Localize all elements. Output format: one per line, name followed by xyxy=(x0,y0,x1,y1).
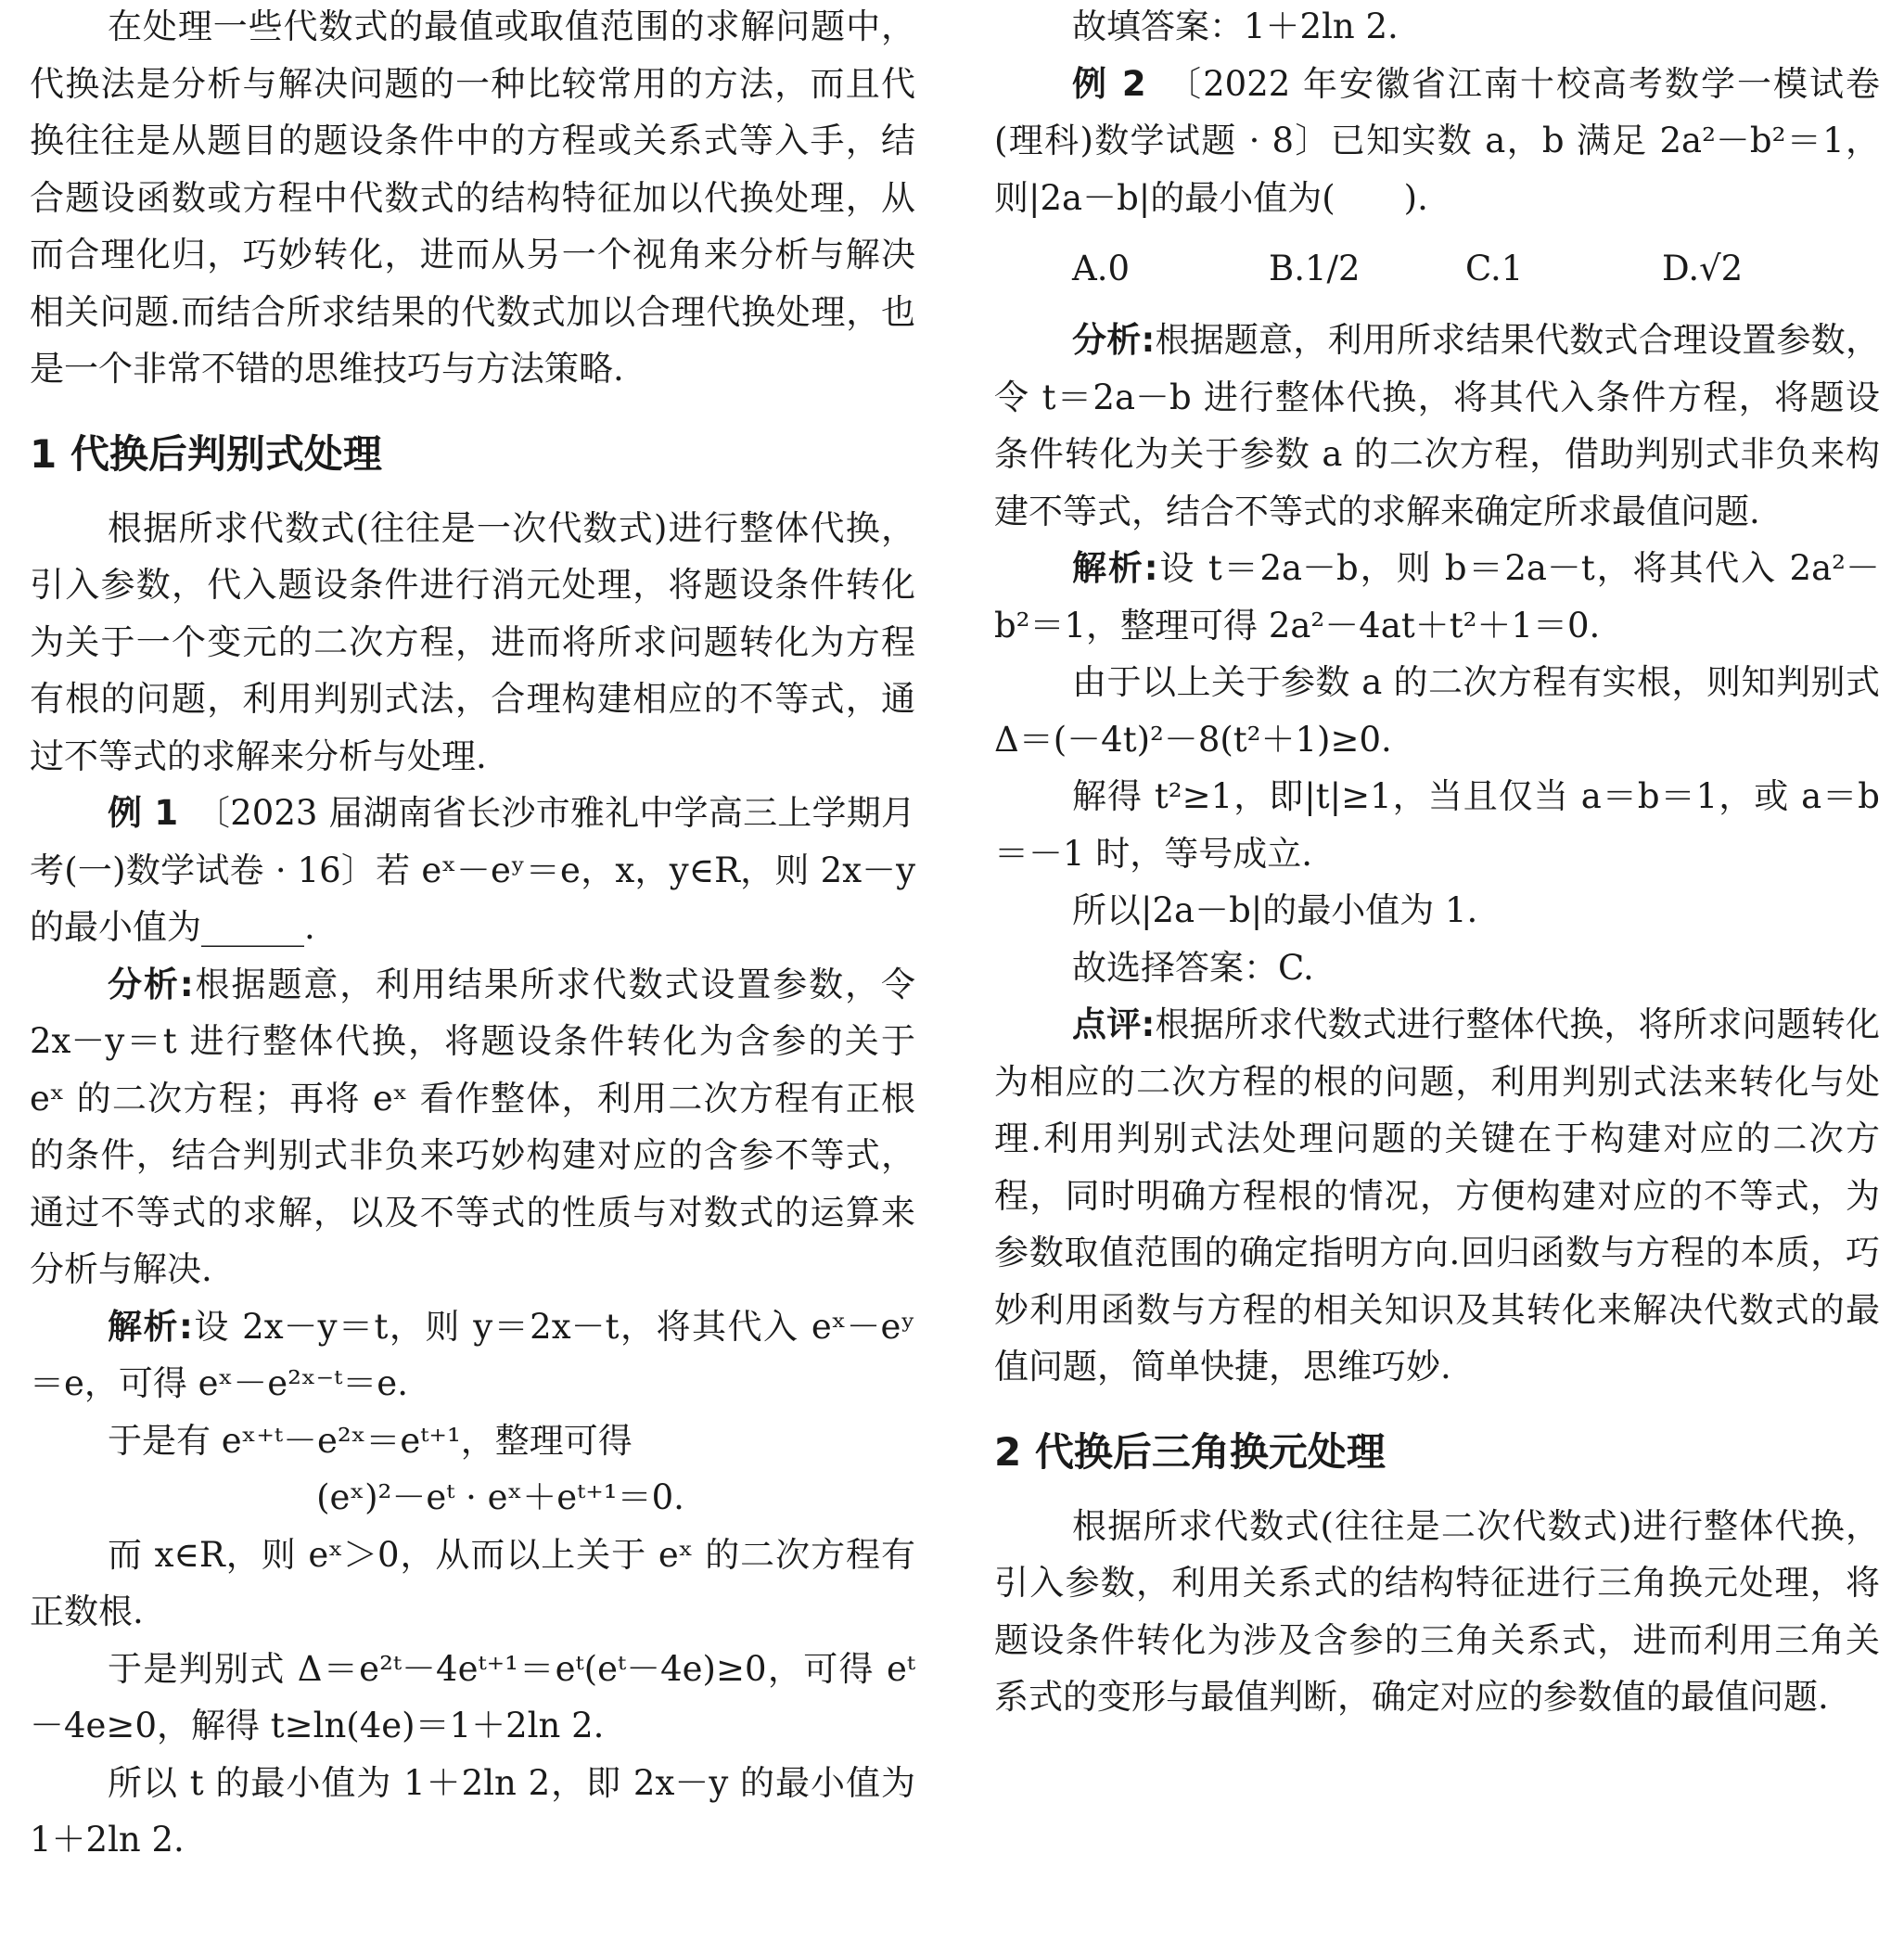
solution-2 xyxy=(994,540,1880,654)
analysis-2-label: 分析: xyxy=(1072,320,1156,360)
section-1-body: 根据所求代数式(往往是一次代数式)进行整体代换，引入参数，代入题设条件进行消元处理，将题设条件转化为关于一个变元的二次方程，进而将所求问题转化为方程有根的问题，利用判别式法，合理构建相应的不等式，通过不等式的求解来分析与处理. xyxy=(30,507,915,776)
solution-2-step-3: 所以|2a－b|的最小值为 1. xyxy=(1072,890,1478,930)
analysis-1 xyxy=(30,956,915,1298)
example-2 xyxy=(994,56,1880,227)
comment-label: 点评: xyxy=(1072,1004,1156,1044)
solution-1-label: 解析: xyxy=(108,1306,193,1347)
analysis-1-label: 分析: xyxy=(108,964,194,1004)
example-1 xyxy=(30,785,915,956)
solution-1-step-3: 于是判别式 Δ＝e²ᵗ－4eᵗ⁺¹＝eᵗ(eᵗ－4e)≥0，可得 eᵗ－4e≥0，解得 t≥ln(4e)＝1＋2ln 2. xyxy=(30,1648,915,1745)
comment-text: 根据所求代数式进行整体代换，将所求问题转化为相应的二次方程的根的问题，利用判别式法来转化与处理.利用判别式法处理问题的关键在于构建对应的二次方程，同时明确方程根的情况，方便构建对应的不等式，为参数取值范围的确定指明方向.回归函数与方程的本质，巧妙利用函数与方程的相关知识及其转化来解决代数式的最值问题，简单快捷，思维巧妙. xyxy=(994,1004,1880,1387)
option-b: B.1/2 xyxy=(1269,249,1361,289)
option-c: C.1 xyxy=(1465,249,1524,289)
example-2-label: 例 2 xyxy=(1072,63,1146,104)
section-1-title: 1 代换后判别式处理 xyxy=(30,430,382,477)
option-a: A.0 xyxy=(1072,249,1131,289)
answer-1: 故填答案：1＋2ln 2. xyxy=(1072,6,1399,46)
solution-1-step-2: 而 x∈R，则 eˣ＞0，从而以上关于 eˣ 的二次方程有正数根. xyxy=(30,1534,915,1631)
right-column xyxy=(994,0,1880,1726)
solution-1 xyxy=(30,1298,915,1413)
example-1-text: 〔2023 届湖南省长沙市雅礼中学高三上学期月考(一)数学试卷 · 16〕若 eˣ－eʸ＝e，x，y∈R，则 2x－y 的最小值为______. xyxy=(30,793,915,947)
example-2-text: 〔2022 年安徽省江南十校高考数学一模试卷(理科)数学试题 · 8〕已知实数 a，b 满足 2a²－b²＝1，则|2a－b|的最小值为( ). xyxy=(994,63,1880,218)
solution-2-label: 解析: xyxy=(1072,548,1158,588)
analysis-2 xyxy=(994,312,1880,540)
section-2-title: 2 代换后三角换元处理 xyxy=(994,1428,1386,1475)
solution-2-text: 设 t＝2a－b，则 b＝2a－t，将其代入 2a²－b²＝1，整理可得 2a²－4at＋t²＋1＝0. xyxy=(994,548,1880,646)
answer-2: 故选择答案：C. xyxy=(1072,947,1314,988)
analysis-2-text: 根据题意，利用所求结果代数式合理设置参数，令 t＝2a－b 进行整体代换，将其代入条件方程，将题设条件转化为关于参数 a 的二次方程，借助判别式非负来构建不等式，结合不等式的求解来确定所求最值问题. xyxy=(994,320,1880,531)
solution-2-step-1: 由于以上关于参数 a 的二次方程有实根，则知判别式 Δ＝(－4t)²－8(t²＋1)≥0. xyxy=(994,662,1880,760)
answer-options xyxy=(994,226,1880,312)
solution-1-step-1: 于是有 eˣ⁺ᵗ－e²ˣ＝eᵗ⁺¹，整理可得 xyxy=(108,1420,633,1461)
analysis-1-text: 根据题意，利用结果所求代数式设置参数，令 2x－y＝t 进行整体代换，将题设条件转化为含参的关于 eˣ 的二次方程；再将 eˣ 看作整体，利用二次方程有正根的条件，结合判别式非负来巧妙构建对应的含参不等式，通过不等式的求解，以及不等式的性质与对数式的运算来分析与解决. xyxy=(30,964,916,1289)
equation-1: (eˣ)²－eᵗ · eˣ＋eᵗ⁺¹＝0. xyxy=(316,1477,684,1517)
intro-paragraph: 在处理一些代数式的最值或取值范围的求解问题中，代换法是分析与解决问题的一种比较常用的方法，而且代换往往是从题目的题设条件中的方程或关系式等入手，结合题设函数或方程中代数式的结构特征加以代换处理，从而合理化归，巧妙转化，进而从另一个视角来分析与解决相关问题.而结合所求结果的代数式加以合理代换处理，也是一个非常不错的思维技巧与方法策略. xyxy=(30,6,915,389)
left-column xyxy=(30,0,915,1869)
option-d: D.√2 xyxy=(1662,249,1744,289)
solution-2-step-2: 解得 t²≥1，即|t|≥1，当且仅当 a＝b＝1，或 a＝b＝－1 时，等号成立. xyxy=(994,776,1880,874)
solution-1-text: 设 2x－y＝t，则 y＝2x－t，将其代入 eˣ－eʸ＝e，可得 eˣ－e²ˣ⁻ᵗ＝e. xyxy=(30,1306,916,1403)
solution-1-step-4: 所以 t 的最小值为 1＋2ln 2，即 2x－y 的最小值为 1＋2ln 2. xyxy=(30,1762,915,1860)
example-1-label: 例 1 xyxy=(108,793,179,833)
section-2-body: 根据所求代数式(往往是二次代数式)进行整体代换，引入参数，利用关系式的结构特征进行三角换元处理，将题设条件转化为涉及含参的三角关系式，进而利用三角关系式的变形与最值判断，确定对应的参数值的最值问题. xyxy=(994,1505,1880,1717)
comment xyxy=(994,996,1880,1396)
